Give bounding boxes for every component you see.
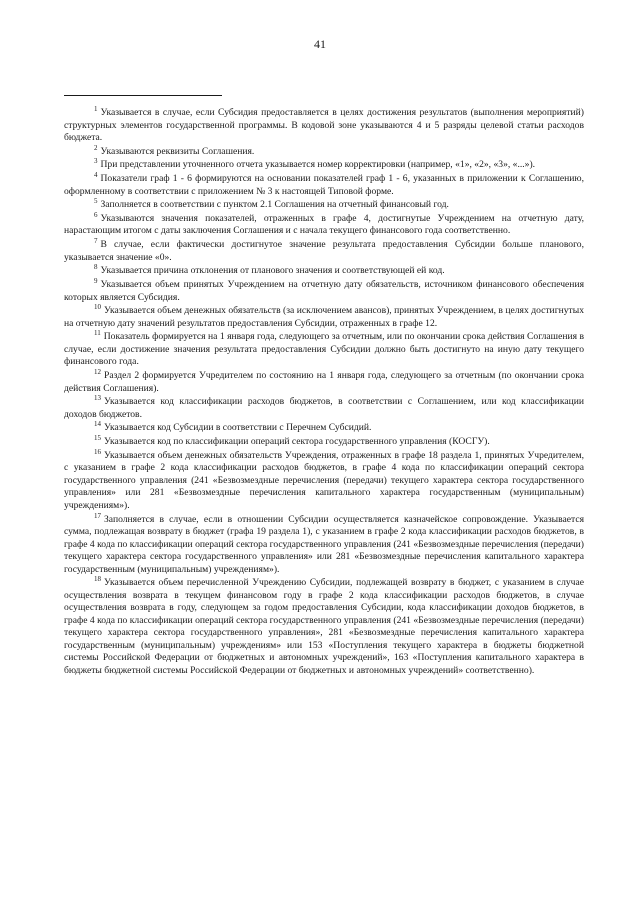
footnote-number: 7 — [94, 237, 98, 246]
footnote-2 — [64, 143, 584, 159]
footnote-text: В случае, если фактически достигнутое значение результата предоставления Субсидии больше планового, указывается значение «0». — [64, 239, 584, 263]
footnote-3 — [64, 159, 584, 172]
footnote-text: Указывается код Субсидии в соответствии с Перечнем Субсидий. — [104, 422, 372, 434]
footnote-text: Заполняется в случае, если в отношении Субсидии осуществляется казначейское сопровождение. Указывается сумма, подлежащая возврату в бюджет (графа 19 раздела 1), с указанием в графе 2 кода классификации расходов бюджетов, в графе 4 кода по классификации операций сектора государственного управления (241 «Безвозмездные перечисления (передачи) текущего характера сектора государственного управления» или 281 «Безвозмездные перечисления капитального характера государственным (муниципальным) учреждениям»). — [64, 513, 584, 575]
footnote-number: 2 — [94, 143, 98, 152]
footnote-number: 3 — [94, 157, 98, 166]
footnote-9 — [64, 279, 584, 304]
footnote-text: Указываются реквизиты Соглашения. — [100, 145, 255, 157]
footnote-text: Раздел 2 формируется Учредителем по состоянию на 1 января года, следующего за отчетным (по окончании срока действия Соглашения). — [64, 370, 584, 394]
footnote-7 — [64, 239, 584, 264]
footnote-number: 14 — [94, 420, 101, 429]
footnote-text: Показатель формируется на 1 января года, следующего за отчетным, или по окончании срока действия Соглашения в случае, если достижение значения результата предоставления Субсидии должно быть достигнуто на иную дату текущего финансового года. — [64, 331, 584, 368]
footnote-14 — [64, 422, 584, 435]
footnote-text: Указывается код по классификации операций сектора государственного управления (КОСГУ). — [104, 436, 490, 448]
footnote-number: 15 — [94, 434, 101, 443]
footnote-number: 8 — [94, 263, 98, 272]
footnote-18 — [64, 577, 584, 677]
footnote-text: Указывается код классификации расходов бюджетов, в соответствии с Соглашением, или код классификации доходов бюджетов. — [64, 396, 584, 420]
footnote-number: 9 — [94, 277, 98, 285]
footnote-1 — [64, 107, 584, 145]
footnote-number: 12 — [94, 368, 101, 377]
footnote-text: При представлении уточненного отчета указывается номер корректировки (например, «1», «2», «3», «...»). — [100, 159, 536, 171]
footnote-number: 1 — [94, 105, 98, 113]
footnote-13 — [64, 396, 584, 421]
page-number: 41 — [314, 37, 326, 51]
footnote-number: 16 — [94, 447, 101, 456]
footnote-number: 13 — [94, 394, 101, 403]
footnote-number: 11 — [94, 329, 101, 338]
footnote-number: 6 — [94, 210, 98, 219]
footnote-text: Указывается объем перечисленной Учреждению Субсидии, подлежащей возврату в бюджет, с указанием в случае осуществления возврата в текущем финансовом году в графе 2 кода классификации расходов бюджетов, в случае осуществления возврата в году, следующем за годом предоставления Субсидии, кода классификации доходов бюджетов, в графе 4 кода по классификации операций сектора государственного управления (241 «Безвозмездные перечисления (передачи) текущего характера сектора государственного управления», 281 «Безвозмездные перечисления капитального характера государственным (муниципальным) учреждениям» или 153 «Поступления текущего характера в бюджеты бюджетной системы Российской Федерации от бюджетных и автономных учреждений», 163 «Поступления капитального характера в бюджеты бюджетной системы Российской Федерации от бюджетных и автономных учреждений» соответственно). — [64, 577, 584, 676]
footnote-text: Показатели граф 1 - 6 формируются на основании показателей граф 1 - 6, указанных в приложении к Соглашению, оформленному в соответствии с приложением № 3 к настоящей Типовой форме. — [64, 173, 584, 197]
footnote-15 — [64, 436, 584, 449]
footnote-text: Указывается объем принятых Учреждением на отчетную дату обязательств, источником финансового обеспечения которых является Субсидия. — [64, 279, 584, 303]
footnote-8 — [64, 265, 584, 278]
footnote-number: 18 — [94, 575, 101, 584]
footnote-17 — [64, 511, 584, 577]
footnote-text: Указываются значения показателей, отраженных в графе 4, достигнутые Учреждением на отчетную дату, нарастающим итогом с даты заключения Соглашения и с начала текущего финансового года соответственно. — [64, 212, 584, 237]
footnote-12 — [64, 370, 584, 395]
footnote-number: 10 — [94, 303, 101, 312]
footnote-text: Указывается причина отклонения от планового значения и соответствующей ей код. — [100, 265, 445, 277]
footnote-number: 5 — [94, 197, 98, 206]
footnote-16 — [64, 447, 584, 513]
footnote-text: Указывается объем денежных обязательств Учреждения, отраженных в графе 18 раздела 1, принятых Учредителем, с указанием в графе 2 кода классификации расходов бюджетов, в графе 4 кода по классификации операций сектора государственного управления (241 «Безвозмездные перечисления (передачи) текущего характера сектора государственного управления» или 281 «Безвозмездные перечисления капитального характера государственным (муниципальным) учреждениям»). — [64, 449, 584, 511]
footnote-4 — [64, 173, 584, 198]
footnote-text: Заполняется в соответствии с пунктом 2.1 Соглашения на отчетный финансовый год. — [100, 199, 449, 211]
footnote-10 — [64, 305, 584, 330]
footnote-number: 17 — [94, 511, 101, 520]
footnotes-list — [64, 107, 584, 678]
footnote-6 — [64, 210, 584, 238]
footnote-text: Указывается объем денежных обязательств (за исключением авансов), принятых Учреждением, в целях достигнутых на отчетную дату значений результатов предоставления Субсидии, отраженных в графе 12. — [64, 305, 584, 329]
footnote-11 — [64, 331, 584, 369]
footnote-number: 4 — [94, 171, 98, 180]
footnote-separator — [64, 95, 222, 96]
footnote-5 — [64, 199, 584, 212]
footnote-text: Указывается в случае, если Субсидия предоставляется в целях достижения результатов (выполнения мероприятий) структурных элементов государственной программы. В кодовой зоне указываются 4 и 5 разряды целевой статьи расходов бюджета. — [64, 107, 584, 143]
